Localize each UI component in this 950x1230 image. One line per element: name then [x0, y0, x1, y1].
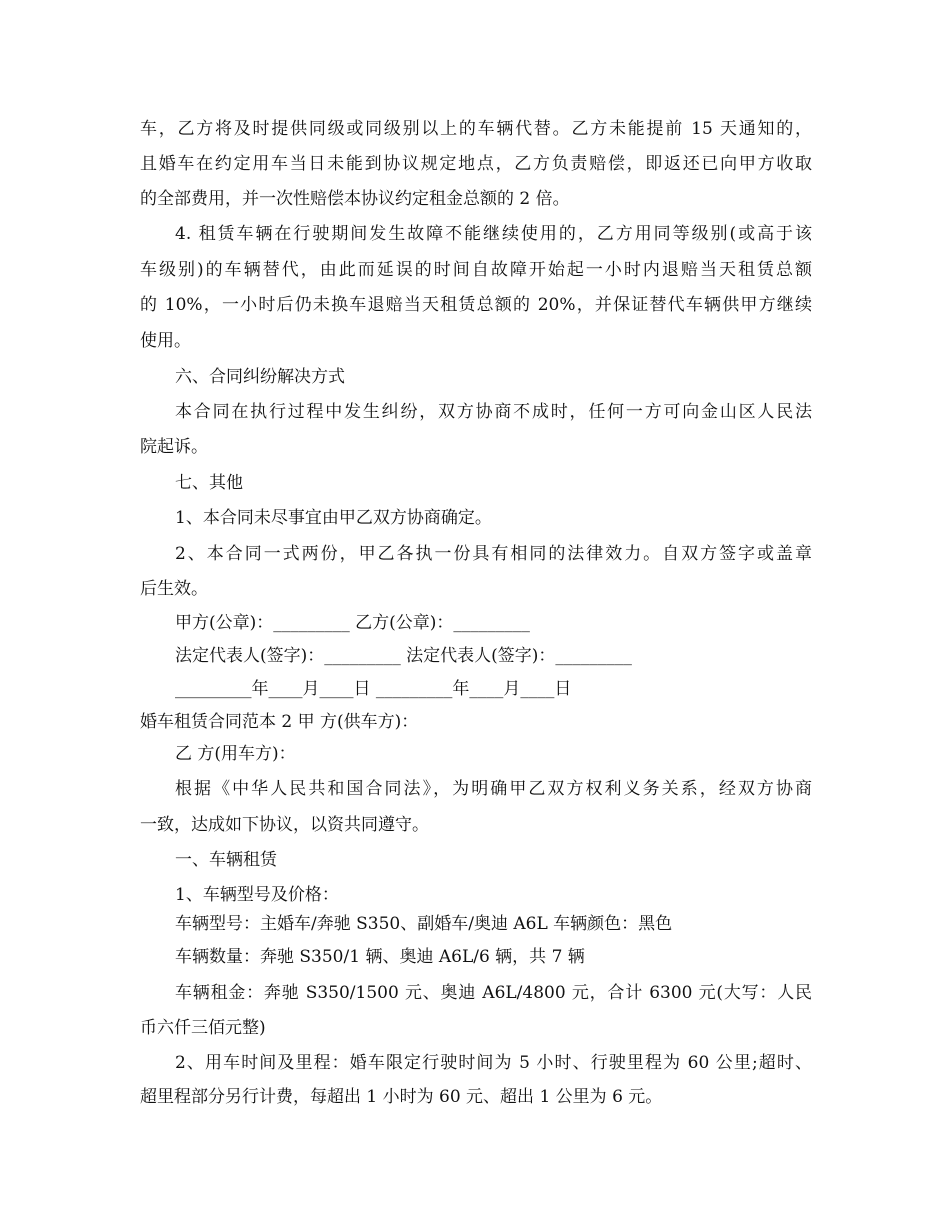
text-line: 本合同在执行过程中发生纠纷，双方协商不成时，任何一方可向金山区人民法	[175, 402, 812, 422]
section-heading: 六、合同纠纷解决方式	[175, 367, 345, 387]
text-line: 的 10%，一小时后仍未换车退赔当天租赁总额的 20%，并保证替代车辆供甲方继续	[140, 295, 812, 315]
section-heading: 七、其他	[175, 473, 243, 493]
text-line: 使用。	[140, 331, 191, 351]
text-line: 车辆数量：奔驰 S350/1 辆、奥迪 A6L/6 辆，共 7 辆	[175, 947, 585, 967]
text-line: 根据《中华人民共和国合同法》，为明确甲乙双方权利义务关系，经双方协商	[175, 779, 812, 799]
text-line: 乙 方(用车方)：	[175, 744, 296, 764]
signature-line: 法定代表人(签字)：_________ 法定代表人(签字)：_________	[175, 646, 632, 666]
text-line: 车，乙方将及时提供同级或同级别以上的车辆代替。乙方未能提前 15 天通知的，	[140, 119, 812, 139]
text-line: 超里程部分另行计费，每超出 1 小时为 60 元、超出 1 公里为 6 元。	[140, 1087, 663, 1107]
text-line: 车辆租金：奔驰 S350/1500 元、奥迪 A6L/4800 元，合计 6300 元(大写：人民	[175, 983, 812, 1003]
text-line: 且婚车在约定用车当日未能到协议规定地点，乙方负责赔偿，即返还已向甲方收取	[140, 154, 812, 174]
text-line: 车级别)的车辆替代，由此而延误的时间自故障开始起一小时内退赔当天租赁总额	[140, 260, 812, 280]
text-line: 车辆型号：主婚车/奔驰 S350、副婚车/奥迪 A6L 车辆颜色：黑色	[175, 914, 673, 934]
signature-line: 甲方(公章)：_________ 乙方(公章)：_________	[175, 613, 530, 633]
text-line: 一致，达成如下协议，以资共同遵守。	[140, 815, 429, 835]
date-line: _________年____月____日 _________年____月____日	[175, 679, 572, 699]
text-line: 2、用车时间及里程：婚车限定行驶时间为 5 小时、行驶里程为 60 公里;超时、	[175, 1053, 812, 1073]
text-line: 币六仟三佰元整)	[140, 1018, 266, 1038]
contract-title: 婚车租赁合同范本 2 甲 方(供车方)：	[140, 712, 419, 732]
text-line: 4. 租赁车辆在行驶期间发生故障不能继续使用的，乙方用同等级别(或高于该	[175, 224, 812, 244]
section-heading: 一、车辆租赁	[175, 850, 277, 870]
text-line: 1、车辆型号及价格：	[175, 885, 339, 905]
text-line: 1、本合同未尽事宜由甲乙双方协商确定。	[175, 508, 492, 528]
text-line: 后生效。	[140, 579, 208, 599]
text-line: 院起诉。	[140, 437, 208, 457]
text-line: 的全部费用，并一次性赔偿本协议约定租金总额的 2 倍。	[140, 189, 570, 209]
text-line: 2、本合同一式两份，甲乙各执一份具有相同的法律效力。自双方签字或盖章	[175, 544, 812, 564]
